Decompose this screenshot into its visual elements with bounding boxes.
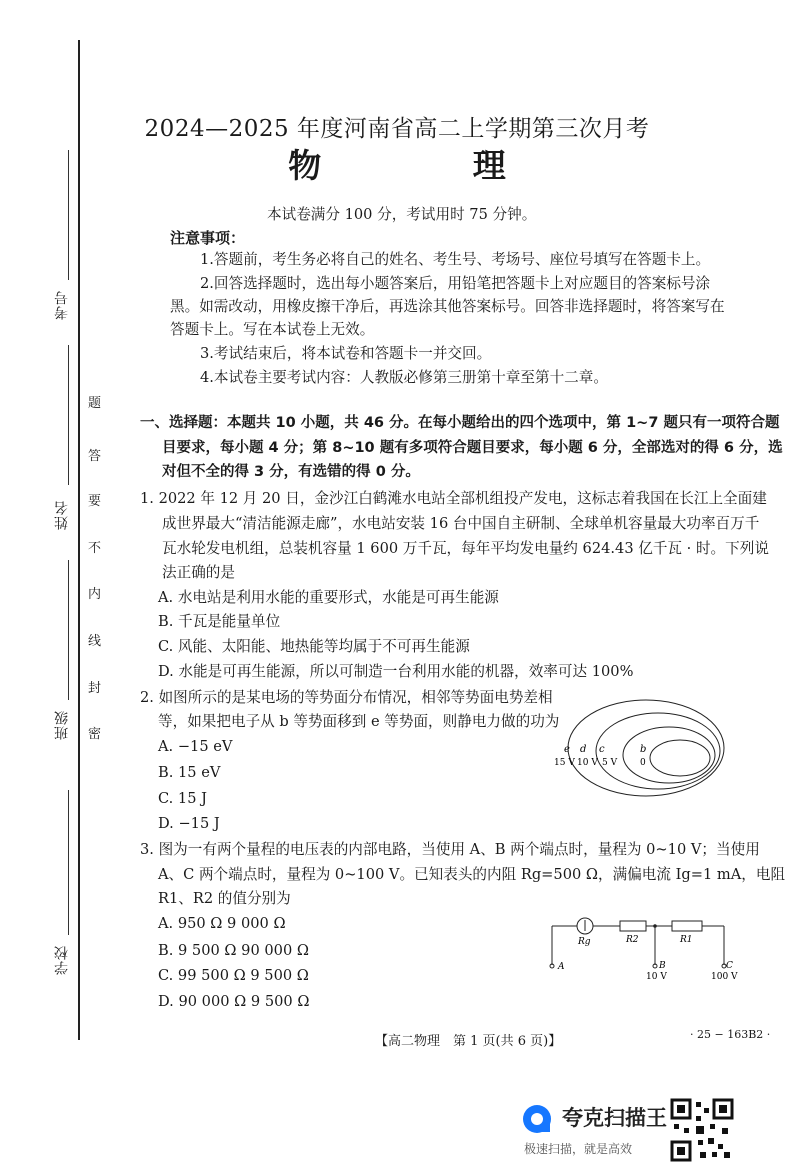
q1-stem: 法正确的是 (162, 564, 235, 581)
xuexiao-line (68, 790, 69, 935)
q3-option: A. 950 Ω 9 000 Ω (158, 915, 286, 932)
label-e: e (564, 744, 570, 755)
equipotential-b (650, 740, 710, 776)
label-xuexiao: 学校 (54, 945, 70, 975)
scanner-logo-icon (520, 1102, 554, 1136)
label-kaohao: 考号 (54, 290, 70, 320)
q1-option: C. 风能、太阳能、地热能等均属于不可再生能源 (158, 638, 470, 655)
q2-option: D. −15 J (158, 815, 220, 832)
seal-char: 线 (88, 634, 102, 649)
voltmeter-circuit (540, 908, 740, 988)
label-b-value: 10 V (646, 972, 667, 982)
note-line: 2.回答选择题时，选出每小题答案后，用铅笔把答题卡上对应题目的答案标号涂 (200, 275, 711, 292)
junction-dot (653, 924, 657, 928)
resistor-r1 (672, 921, 702, 931)
q1-stem: 1. 2022 年 12 月 20 日，金沙江白鹤滩水电站全部机组投产发电，这标志着我国在长江上全面建 (140, 490, 767, 507)
paper-code: · 25 − 163B2 · (690, 1028, 771, 1041)
page-footer: 【高二物理 第 1 页(共 6 页)】 (375, 1034, 562, 1049)
equipotential-d (596, 713, 720, 789)
seal-char: 要 (88, 494, 102, 509)
q1-stem: 瓦水轮发电机组，总装机容量 1 600 万千瓦，每年平均发电量约 624.43 亿千瓦 · 时。下列说 (162, 540, 769, 557)
xingming-line (68, 345, 69, 485)
label-c: C (726, 961, 733, 971)
q2-option: A. −15 eV (158, 738, 233, 755)
section-heading: 一、选择题：本题共 10 小题，共 46 分。在每小题给出的四个选项中，第 1~7 题只有一项符合题 (140, 415, 780, 431)
label-banji: 班级 (54, 710, 70, 740)
note-line: 答题卡上。写在本试卷上无效。 (170, 321, 375, 338)
exam-info: 本试卷满分 100 分，考试用时 75 分钟。 (267, 206, 537, 223)
label-c: c (599, 744, 605, 755)
q1-option: A. 水电站是利用水能的重要形式，水能是可再生能源 (158, 589, 499, 606)
qr-code-icon (670, 1098, 734, 1162)
scanner-watermark (520, 1098, 750, 1160)
binding-line (78, 40, 80, 1040)
q1-option: B. 千瓦是能量单位 (158, 613, 281, 630)
exam-title: 2024—2025 年度河南省高二上学期第三次月考 (144, 116, 650, 142)
q3-option: B. 9 500 Ω 90 000 Ω (158, 942, 309, 959)
scanner-slogan: 极速扫描，就是高效 (524, 1142, 633, 1156)
notes-heading: 注意事项： (170, 229, 246, 247)
section-heading: 对但不全的得 3 分，有选错的得 0 分。 (162, 464, 420, 480)
scanner-name: 夸克扫描王 (562, 1106, 667, 1130)
label-c-value: 100 V (711, 972, 738, 982)
seal-char: 密 (88, 727, 102, 742)
label-r1: R1 (680, 935, 693, 945)
q2-option: B. 15 eV (158, 764, 221, 781)
note-line: 3.考试结束后，将本试卷和答题卡一并交回。 (200, 345, 492, 362)
label-a: A (558, 962, 565, 972)
q3-option: D. 90 000 Ω 9 500 Ω (158, 993, 310, 1010)
q2-option: C. 15 J (158, 790, 207, 807)
note-line: 4.本试卷主要考试内容：人教版必修第三册第十章至第十二章。 (200, 369, 608, 386)
note-line: 1.答题前，考生务必将自己的姓名、考生号、考场号、座位号填写在答题卡上。 (200, 251, 711, 268)
q3-stem: 3. 图为一有两个量程的电压表的内部电路，当使用 A、B 两个端点时，量程为 0~10 V；当使用 (140, 841, 760, 858)
label-b: B (659, 961, 666, 971)
resistor-r2 (620, 921, 646, 931)
q1-option: D. 水能是可再生能源，所以可制造一台利用水能的机器，效率可达 100% (158, 663, 634, 680)
label-b: b (640, 744, 647, 755)
seal-char: 不 (88, 541, 102, 556)
label-d: d (580, 744, 587, 755)
label-r2: R2 (626, 935, 639, 945)
banji-line (68, 560, 69, 700)
label-xingming: 姓名 (54, 500, 70, 530)
q3-stem: A、C 两个端点时，量程为 0~100 V。已知表头的内阻 Rg=500 Ω，满偏电流 Ig=1 mA，电阻 (158, 866, 786, 883)
seal-char: 封 (88, 681, 102, 696)
equipotential-figure (548, 698, 728, 798)
value-b: 0 (640, 758, 646, 768)
seal-char: 内 (88, 587, 102, 602)
seal-char: 题 (88, 396, 102, 411)
section-heading: 目要求，每小题 4 分；第 8~10 题有多项符合题目要求，每小题 6 分，全部选对的得 6 分，选 (162, 440, 783, 456)
subject-title: 物 理 (288, 146, 576, 185)
seal-char: 答 (88, 449, 102, 464)
value-c: 5 V (602, 758, 618, 768)
q2-stem: 等，如果把电子从 b 等势面移到 e 等势面，则静电力做的功为 (158, 713, 560, 730)
note-line: 黑。如需改动，用橡皮擦干净后，再选涂其他答案标号。回答非选择题时，将答案写在 (170, 298, 725, 315)
value-d: 10 V (577, 758, 598, 768)
value-e: 15 V (554, 758, 575, 768)
q3-stem: R1、R2 的值分别为 (158, 890, 291, 907)
q1-stem: 成世界最大“清洁能源走廊”，水电站安装 16 台中国自主研制、全球单机容量最大功率百万千 (162, 515, 760, 532)
q2-stem: 2. 如图所示的是某电场的等势面分布情况，相邻等势面电势差相 (140, 689, 553, 706)
q3-option: C. 99 500 Ω 9 500 Ω (158, 967, 309, 984)
label-rg: Rg (578, 937, 591, 947)
